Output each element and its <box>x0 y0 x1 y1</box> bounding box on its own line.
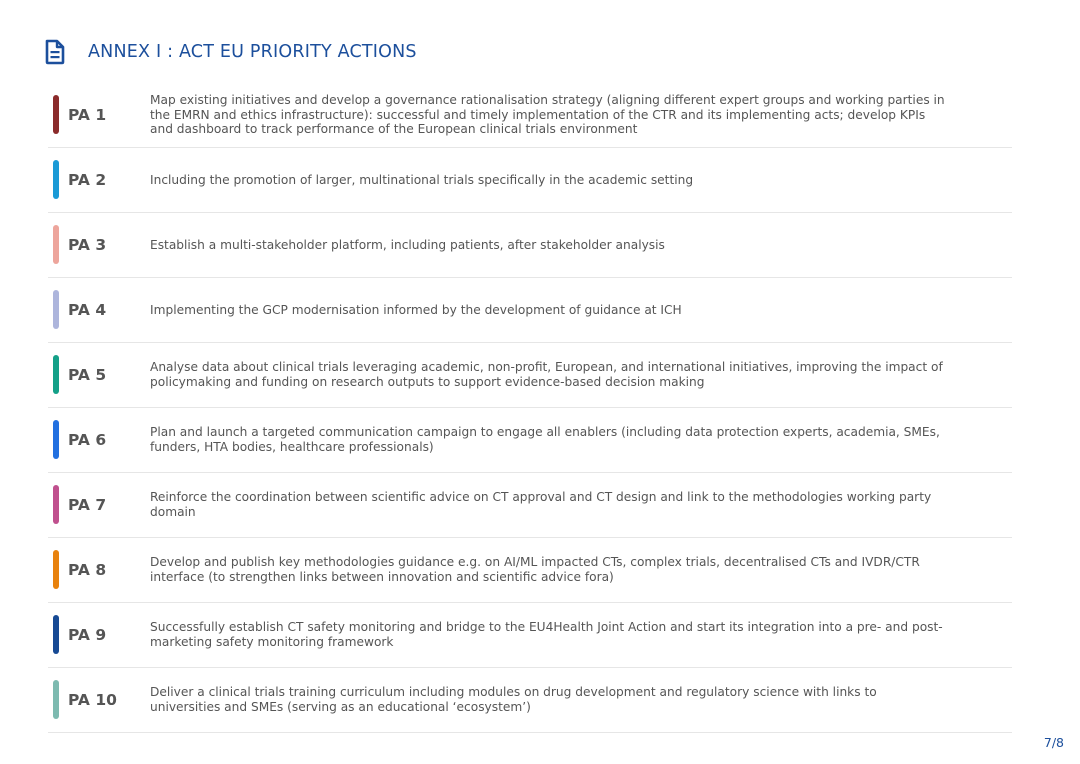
action-code: PA 8 <box>68 561 107 579</box>
action-code: PA 5 <box>68 366 107 384</box>
action-description-text: Plan and launch a targeted communication campaign to engage all enablers (including data protection experts, academia, SMEs, funders, HTA bodies, healthcare professionals) <box>150 425 940 454</box>
action-description-text: Implementing the GCP modernisation informed by the development of guidance at ICH <box>150 302 682 317</box>
action-code: PA 6 <box>68 431 107 449</box>
action-color-bar <box>53 485 59 524</box>
action-row <box>48 538 1012 603</box>
action-description <box>150 343 950 407</box>
action-color-bar <box>53 95 59 134</box>
action-description-text: Establish a multi-stakeholder platform, including patients, after stakeholder analysis <box>150 237 665 252</box>
action-description <box>150 408 950 472</box>
action-row <box>48 668 1012 733</box>
document-icon <box>44 39 66 65</box>
action-code: PA 4 <box>68 301 107 319</box>
action-description-text: Analyse data about clinical trials leveraging academic, non-profit, European, and international initiatives, improving the impact of policymaking and funding on research outputs to support evidence-based decision making <box>150 360 943 389</box>
page-title: ANNEX I : ACT EU PRIORITY ACTIONS <box>88 42 417 62</box>
action-code: PA 7 <box>68 496 107 514</box>
action-description <box>150 83 950 147</box>
page-number: 7/8 <box>1043 735 1064 750</box>
action-description-text: Reinforce the coordination between scientific advice on CT approval and CT design and link to the methodologies working party domain <box>150 490 932 519</box>
page-header <box>44 38 417 66</box>
action-color-bar <box>53 225 59 264</box>
action-row <box>48 408 1012 473</box>
action-color-bar <box>53 550 59 589</box>
action-color-bar <box>53 615 59 654</box>
action-description <box>150 668 950 732</box>
action-description <box>150 538 950 602</box>
action-code: PA 9 <box>68 626 107 644</box>
action-code: PA 10 <box>68 691 117 709</box>
action-code: PA 2 <box>68 171 107 189</box>
action-code: PA 1 <box>68 106 107 124</box>
action-color-bar <box>53 290 59 329</box>
priority-actions-list <box>48 83 1012 733</box>
action-description-text: Develop and publish key methodologies guidance e.g. on AI/ML impacted CTs, complex trials, decentralised CTs and IVDR/CTR interface (to strengthen links between innovation and scientific advice fora) <box>150 555 920 584</box>
action-row <box>48 148 1012 213</box>
action-color-bar <box>53 355 59 394</box>
action-row <box>48 213 1012 278</box>
action-description <box>150 603 950 667</box>
action-color-bar <box>53 680 59 719</box>
action-color-bar <box>53 160 59 199</box>
action-row <box>48 278 1012 343</box>
action-code: PA 3 <box>68 236 107 254</box>
action-description <box>150 473 950 537</box>
action-description <box>150 278 950 342</box>
action-row <box>48 473 1012 538</box>
action-row <box>48 343 1012 408</box>
action-description-text: Map existing initiatives and develop a governance rationalisation strategy (aligning different expert groups and working parties in the EMRN and ethics infrastructure): successful and timely implementation of the CTR and its implementing acts; develop KPIs and dashboard to track performance of the European clinical trials environment <box>150 93 945 137</box>
action-row <box>48 603 1012 668</box>
action-color-bar <box>53 420 59 459</box>
action-description <box>150 148 950 212</box>
action-row <box>48 83 1012 148</box>
action-description-text: Successfully establish CT safety monitoring and bridge to the EU4Health Joint Action and start its integration into a pre- and post-marketing safety monitoring framework <box>150 620 943 649</box>
action-description-text: Deliver a clinical trials training curriculum including modules on drug development and regulatory science with links to universities and SMEs (serving as an educational ‘ecosystem’) <box>150 685 877 714</box>
action-description-text: Including the promotion of larger, multinational trials specifically in the academic setting <box>150 172 694 187</box>
action-description <box>150 213 950 277</box>
